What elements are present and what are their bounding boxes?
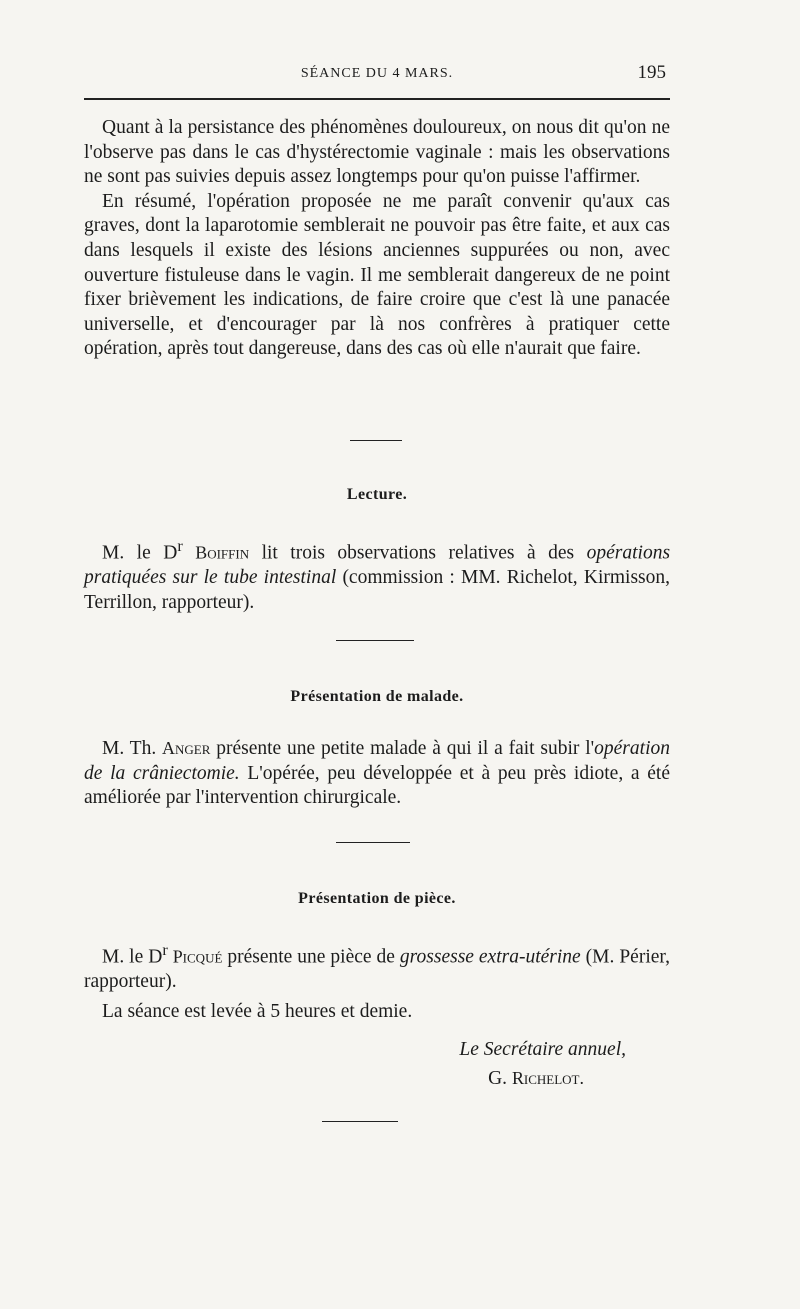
signature-initial: G.: [488, 1068, 512, 1089]
signature-name: Richelot.: [511, 1068, 584, 1088]
malade-text: [84, 736, 670, 811]
section-heading-piece: Présentation de pièce.: [298, 890, 456, 907]
page-header: [84, 62, 670, 88]
text-run: lit trois observations relatives à des: [249, 542, 587, 564]
closing-paragraph: La séance est levée à 5 heures et demie.: [102, 1001, 413, 1022]
author-name: Picqué: [172, 946, 223, 967]
text-run: M. Th.: [102, 738, 163, 759]
page-number: 195: [637, 62, 666, 83]
section-heading-malade: Présentation de malade.: [290, 688, 464, 705]
section-separator: [336, 842, 410, 843]
end-separator: [322, 1121, 398, 1122]
text-run: L'opérée, peu développée et à peu près idiote, a été améliorée par l'intervention chirurgicale.: [84, 762, 670, 809]
text-run: M. le D: [102, 946, 163, 968]
piece-text: [84, 938, 670, 995]
section-separator: [350, 440, 402, 441]
author-name: Boiffin: [195, 542, 250, 563]
body-text-opening: [84, 116, 670, 362]
piece-paragraph: [84, 938, 670, 995]
malade-paragraph: [84, 736, 670, 811]
section-heading-lecture: Lecture.: [346, 486, 408, 503]
superscript: r: [162, 941, 168, 959]
running-head: SÉANCE DU 4 MARS.: [300, 66, 454, 81]
lecture-paragraph: [84, 534, 670, 615]
lecture-text: [84, 534, 670, 615]
header-rule: [84, 98, 670, 100]
author-name: Anger: [162, 738, 211, 758]
paragraph-resume: En résumé, l'opération proposée ne me paraît convenir qu'aux cas graves, dont la laparotomie semblerait ne pouvoir pas être faite, et aux cas dans lesquels il existe des lésions anciennes suppurées ou non, avec ouverture fistuleuse dans le vagin. Il me semblerait dangereux de ne point fixer brièvement les indications, de faire croire que c'est là une panacée universelle, et d'encourager par là nos confrères à pratiquer cette opération, après tout dangereuse, dans des cas où elle n'aurait que faire.: [84, 190, 670, 360]
work-title: grossesse extra-utérine: [399, 946, 581, 968]
section-separator: [336, 640, 414, 641]
text-run: M. le D: [102, 542, 178, 564]
superscript: r: [177, 537, 183, 555]
signature-name-line: [84, 1064, 670, 1093]
text-run: (commission : MM. Richelot, Kirmisson, Terrillon, rapporteur).: [84, 567, 670, 613]
paragraph-persistance: Quant à la persistance des phénomènes douloureux, on nous dit qu'on ne l'observe pas dans le cas d'hystérectomie vaginale : mais les observations ne sont pas suivies depuis assez longtemps pour qu'on puisse l'affirmer.: [84, 117, 670, 188]
signature-block: [84, 1036, 670, 1093]
signature-role: Le Secrétaire annuel,: [459, 1039, 626, 1060]
work-title: opération de la crâniectomie.: [84, 738, 670, 784]
text-run: présente une petite malade à qui il a fait subir l': [210, 738, 595, 759]
work-title: opérations pratiquées sur le tube intestinal: [84, 542, 671, 589]
text-run: (M. Périer, rapporteur).: [84, 946, 670, 993]
closing-text: [84, 1000, 670, 1025]
text-run: présente une pièce de: [222, 946, 400, 968]
